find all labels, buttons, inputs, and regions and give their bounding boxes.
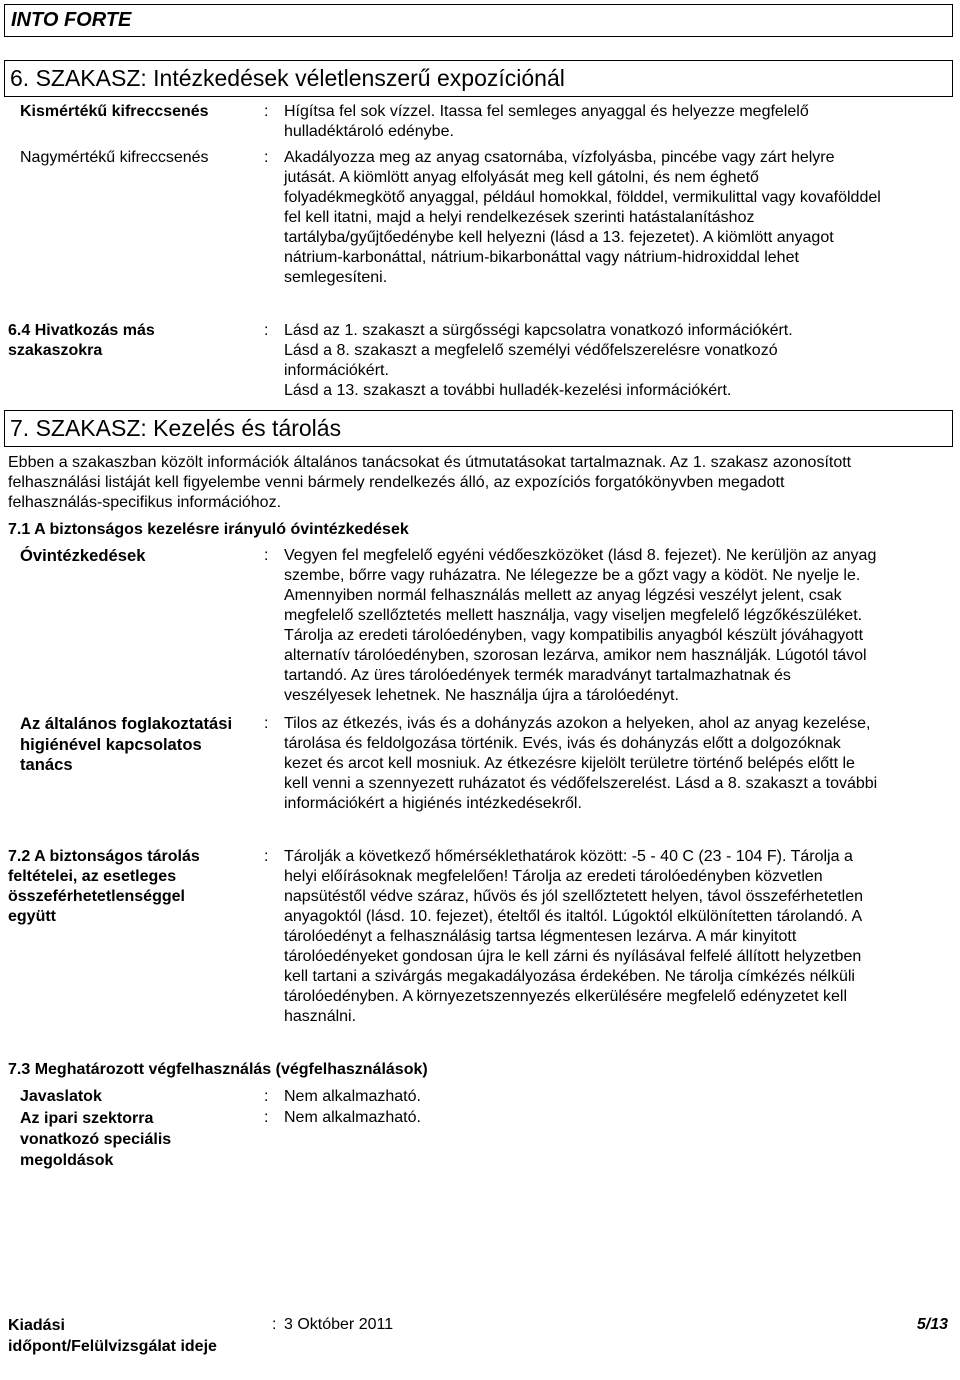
heading-line: 7.3 Meghatározott végfelhasználás (végfelhasználások) — [8, 1061, 428, 1078]
text-line: fel kell itatni, majd a helyi rendelkezések szerinti hatástalanításhoz — [284, 209, 755, 226]
text-line: folyadékmegkötő anyaggal, például homokkal, földdel, vermikulittal vagy kovafölddel — [284, 189, 881, 206]
label-line: 7.2 A biztonságos tárolás — [8, 848, 200, 865]
text-line: Vegyen fel megfelelő egyéni védőeszközöket (lásd 8. fejezet). Ne kerüljön az anyag — [284, 547, 877, 564]
text-line: kezet és arcot kell mosniuk. Az étkezésre kijelölt területre történő belépés előtt le — [284, 755, 855, 772]
footer-issue-date-label — [8, 1315, 217, 1357]
subsection-7-3-heading — [8, 1060, 428, 1080]
label-line: Javaslatok — [20, 1088, 102, 1105]
industrial-solutions-label — [20, 1108, 171, 1171]
page-number: 5/13 — [916, 1316, 948, 1333]
large-spill-label — [20, 148, 209, 168]
text-line: tárolóedényeket gondosan újra le kell zárni és nyílásával felfelé állított helyzetben — [284, 948, 862, 965]
separator-colon: : — [264, 322, 269, 339]
text-line: megfelelő szellőztetés mellett használja, vagy viseljen megfelelő légzőkészüléket. — [284, 607, 863, 624]
label-line: higiénével kapcsolatos — [20, 734, 202, 754]
text-line: Tilos az étkezés, ivás és a dohányzás azokon a helyeken, ahol az anyag kezelése, — [284, 715, 871, 732]
text-line: felhasználási listáját kell figyelembe venni bármely rendelkezés álló, az expozíciós forgatókönyvben megadott — [8, 474, 785, 491]
text-line: felhasználás-specifikus információhoz. — [8, 494, 282, 511]
label-line: együtt — [8, 908, 56, 925]
text-line: tartályba/gyűjtőedénybe kell helyezni (lásd a 13. fejezetet). A kiömlött anyagot — [284, 229, 834, 246]
precautions-text — [284, 546, 876, 706]
label-line: megoldások — [20, 1152, 114, 1169]
label-line: feltételei, az esetleges — [8, 868, 177, 885]
separator-colon: : — [264, 1109, 269, 1126]
label-line: Óvintézkedések — [20, 546, 146, 565]
hygiene-label — [20, 714, 232, 776]
text-line: Nem alkalmazható. — [284, 1109, 421, 1126]
label-line: Az általános foglakoztatási — [20, 714, 233, 733]
text-line: Akadályozza meg az anyag csatornába, vízfolyásba, pincébe vagy zárt helyre — [284, 149, 835, 166]
small-spill-text — [284, 102, 809, 142]
label-line: Nagymértékű kifreccsenés — [20, 149, 209, 166]
separator-colon: : — [264, 715, 269, 732]
text-line: Nem alkalmazható. — [284, 1088, 421, 1105]
product-name: INTO FORTE — [11, 9, 132, 31]
label-line: Kiadási — [8, 1317, 65, 1334]
label-line: Az ipari szektorra — [20, 1110, 154, 1127]
text-line: Tárolják a következő hőmérséklethatárok között: -5 - 40 C (23 - 104 F). Tárolja a — [284, 848, 853, 865]
precautions-label — [20, 546, 145, 567]
recommendations-label — [20, 1087, 102, 1107]
section-6-title: 6. SZAKASZ: Intézkedések véletlenszerű expozíciónál — [10, 65, 565, 91]
label-line: vonatkozó speciális — [20, 1131, 172, 1148]
storage-conditions-label — [8, 847, 200, 927]
text-line: jutását. A kiömlött anyag elfolyását meg kell gátolni, és nem éghető — [284, 169, 759, 186]
industrial-solutions-text — [284, 1108, 421, 1128]
label-line: időpont/Felülvizsgálat ideje — [8, 1338, 217, 1355]
product-header-box — [4, 4, 953, 37]
text-line: tartandó. Az üres tárolóedények termék maradványt tartalmazhatnak és — [284, 667, 791, 684]
text-line: Lásd a 8. szakaszt a megfelelő személyi védőfelszerelésre vonatkozó — [284, 342, 778, 359]
separator-colon: : — [264, 1088, 269, 1105]
text-line: Lásd az 1. szakaszt a sürgősségi kapcsolatra vonatkozó információkért. — [284, 322, 793, 339]
separator-colon: : — [264, 547, 269, 564]
hygiene-text — [284, 714, 877, 814]
subsection-7-1-heading — [8, 520, 409, 540]
text-line: Ebben a szakaszban közölt információk általános tanácsokat és útmutatásokat tartalmaznak. Az 1. szakasz azonosított — [8, 454, 852, 471]
text-line: napsütéstől védve száraz, hűvös és jól szellőztetett helyen, távol összeférhetetlen — [284, 888, 863, 905]
text-line: tárolóedényben. A környezetszennyezés elkerülésére megfelelő edényzetet kell — [284, 988, 848, 1005]
label-line: tanács — [20, 755, 73, 774]
text-line: tárolása és feldolgozása történik. Evés, ivás és dohányzás előtt a dolgozóknak — [284, 735, 841, 752]
recommendations-text — [284, 1087, 421, 1107]
large-spill-text — [284, 148, 881, 288]
text-line: alternatív tárolóedényben, szorosan lezárva, amikor nem használják. Lúgotól távol — [284, 647, 867, 664]
section-7-header — [4, 410, 953, 447]
separator-colon: : — [272, 1316, 277, 1333]
label-line: összeférhetetlenséggel — [8, 888, 185, 905]
text-line: kell venni a szennyezett ruházatot és védőfelszerelést. Lásd a 8. szakaszt a további — [284, 775, 878, 792]
text-line: hulladéktároló edénybe. — [284, 123, 454, 140]
text-line: információkért. — [284, 362, 389, 379]
separator-colon: : — [264, 149, 269, 166]
section-6-header — [4, 60, 953, 97]
text-line: Tárolja az eredeti tárolóedényben, vagy kompatibilis anyagból készült jóváhagyott — [284, 627, 864, 644]
text-line: nátrium-karbonáttal, nátrium-bikarbonáttal vagy nátrium-hidroxiddal lehet — [284, 249, 799, 266]
text-line: szembe, bőrre vagy ruházatra. Ne lélegezze be a gőzt vagy a ködöt. Ne nyelje le. — [284, 567, 861, 584]
text-line: információkért a higiénés intézkedésekről. — [284, 795, 582, 812]
section-7-title: 7. SZAKASZ: Kezelés és tárolás — [10, 415, 342, 441]
label-line: Kismértékű kifreccsenés — [20, 103, 209, 120]
separator-colon: : — [264, 848, 269, 865]
text-line: kell tartani a szivárgás megakadályozása érdekében. Ne tárolja címkézés nélküli — [284, 968, 855, 985]
text-line: Lásd a 13. szakaszt a további hulladék-kezelési információkért. — [284, 382, 732, 399]
label-line: 6.4 Hivatkozás más — [8, 322, 155, 339]
text-line: tárolóedényt a felhasználásig tartsa légmentesen lezárva. A már kinyitott — [284, 928, 797, 945]
reference-sections-text — [284, 321, 793, 401]
text-line: veszélyesek lehetnek. Ne használja újra a tárolóedényt. — [284, 687, 679, 704]
text-line: helyi előírásoknak megfelelően! Tárolja az eredeti tárolóedényben közvetlen — [284, 868, 823, 885]
separator-colon: : — [264, 103, 269, 120]
storage-conditions-text — [284, 847, 863, 1027]
heading-line: 7.1 A biztonságos kezelésre irányuló óvintézkedések — [8, 521, 409, 538]
section-7-intro — [8, 453, 851, 513]
text-line: semlegesíteni. — [284, 269, 388, 286]
label-line: szakaszokra — [8, 342, 103, 359]
text-line: Hígítsa fel sok vízzel. Itassa fel semleges anyaggal és helyezze megfelelő — [284, 103, 809, 120]
text-line: használni. — [284, 1008, 357, 1025]
footer-issue-date — [284, 1315, 393, 1335]
text-line: anyagoktól (lásd. 10. fejezet), ételtől és italtól. Lúgoktól elkülönítetten tárolandó. A — [284, 908, 863, 925]
reference-sections-label — [8, 321, 155, 361]
text-line: Amennyiben normál felhasználás mellett az anyag légzési veszélyt jelent, csak — [284, 587, 842, 604]
small-spill-label — [20, 102, 209, 122]
date-value: 3 Október 2011 — [284, 1316, 394, 1333]
